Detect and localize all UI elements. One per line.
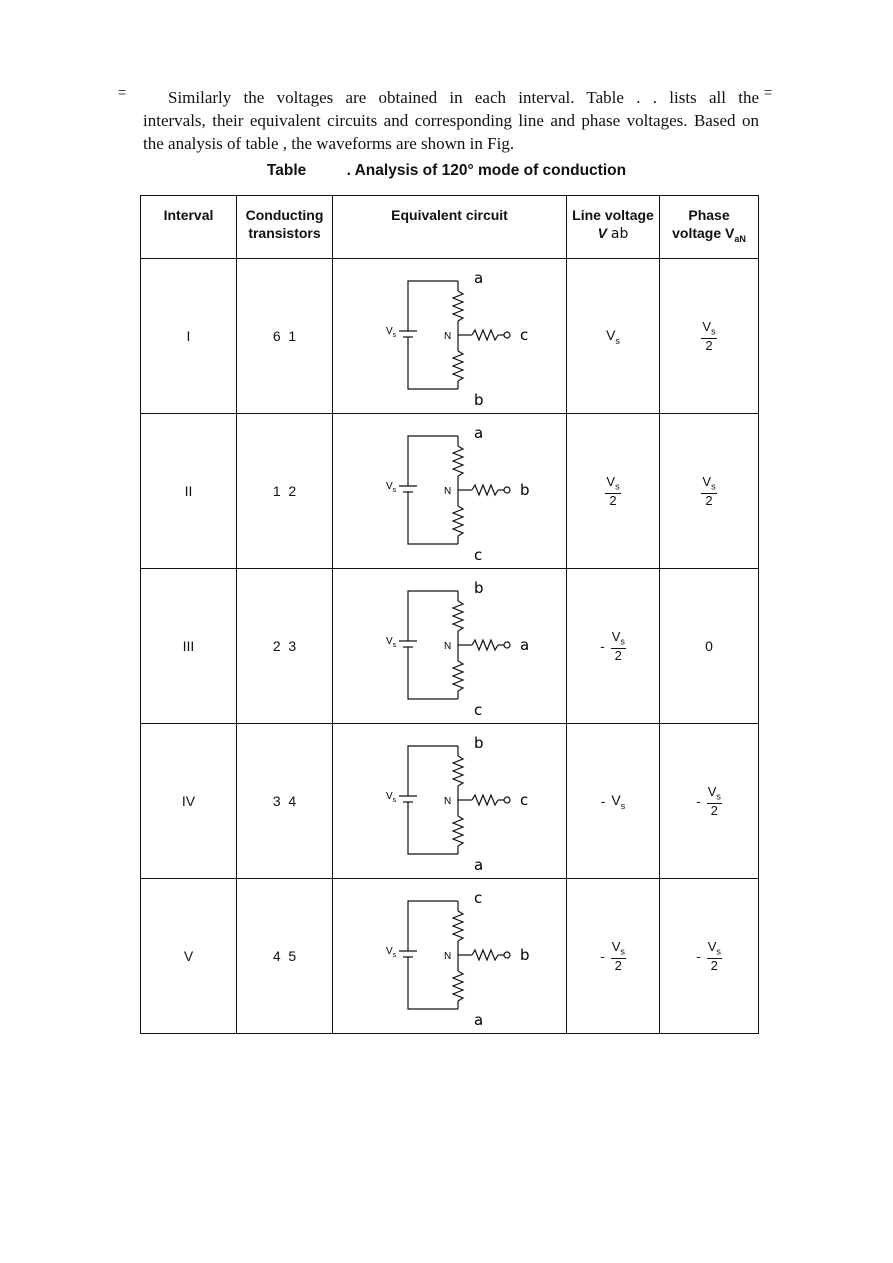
- equivalent-circuit-diagram: [350, 261, 550, 411]
- resistor-bottom: [453, 351, 463, 381]
- line-voltage-cell: [567, 414, 660, 569]
- conducting-cell: [237, 569, 333, 724]
- neutral-label: N: [443, 641, 451, 652]
- interval-cell: [141, 724, 237, 879]
- interval-label: II: [184, 483, 193, 499]
- line-voltage-fraction: [605, 475, 620, 508]
- terminal-right-label: c: [519, 791, 528, 809]
- neutral-label: N: [443, 796, 451, 807]
- terminal-right: [504, 332, 510, 338]
- terminal-top-label: b: [473, 579, 484, 597]
- header-phase-voltage: [660, 196, 759, 259]
- circuit-wire-top: [408, 436, 458, 478]
- phase-voltage-fraction: [707, 785, 722, 818]
- interval-cell: [141, 569, 237, 724]
- paragraph-line-1: Similarly the voltages are obtained in each interval. Table . . lists all the: [168, 88, 759, 107]
- terminal-right-label: a: [519, 636, 529, 654]
- phase-voltage-denominator: 2: [710, 803, 718, 819]
- phase-voltage-sign: -: [696, 948, 705, 964]
- line-voltage-sign: -: [600, 638, 609, 654]
- source-label: $V_s$: [385, 791, 396, 804]
- conducting-transistors: 1 2: [272, 483, 297, 499]
- circuit-wire-top: [408, 746, 458, 788]
- line-voltage-text: $V_s$: [611, 791, 626, 811]
- line-voltage-sign: -: [600, 948, 609, 964]
- terminal-right: [504, 642, 510, 648]
- table-row: [141, 414, 759, 569]
- caption-table-label: Table: [266, 162, 307, 179]
- conducting-cell: [237, 414, 333, 569]
- phase-voltage-cell: [660, 414, 759, 569]
- circuit-wire-top: [408, 281, 458, 323]
- resistor-top: [453, 911, 463, 941]
- phase-voltage-value: [701, 473, 716, 509]
- terminal-right: [504, 797, 510, 803]
- terminal-bottom-label: a: [473, 856, 483, 874]
- line-voltage-value: [600, 938, 626, 974]
- neutral-label: N: [443, 331, 451, 342]
- resistor-right: [472, 640, 498, 650]
- phase-voltage-value: [705, 638, 713, 654]
- phase-voltage-fraction: [701, 320, 716, 353]
- phase-voltage-cell: [660, 569, 759, 724]
- circuit-cell: [333, 724, 567, 879]
- phase-voltage-denominator: 2: [710, 958, 718, 974]
- header-circuit: Equivalent circuit: [333, 196, 567, 259]
- terminal-top-label: a: [473, 424, 483, 442]
- resistor-bottom: [453, 971, 463, 1001]
- resistor-bottom: [453, 506, 463, 536]
- phase-voltage-text: 0: [705, 638, 713, 654]
- circuit-cell: [333, 569, 567, 724]
- neutral-label: N: [443, 486, 451, 497]
- resistor-top: [453, 601, 463, 631]
- intro-paragraph: [143, 86, 759, 155]
- terminal-right-label: c: [519, 326, 528, 344]
- phase-voltage-denominator: 2: [705, 338, 713, 354]
- conducting-cell: [237, 724, 333, 879]
- table-caption: [0, 162, 893, 180]
- interval-label: V: [183, 948, 194, 964]
- line-voltage-denominator: 2: [614, 958, 622, 974]
- source-label: $V_s$: [385, 326, 396, 339]
- interval-label: IV: [181, 793, 196, 809]
- phase-voltage-fraction: [707, 940, 722, 973]
- phase-voltage-numerator: $V_s$: [707, 940, 722, 960]
- circuit-wire-bottom: [408, 814, 458, 854]
- line-voltage-cell: [567, 879, 660, 1034]
- interval-cell: [141, 414, 237, 569]
- equivalent-circuit-diagram: [350, 881, 550, 1031]
- table-row: [141, 569, 759, 724]
- line-voltage-fraction: [611, 630, 626, 663]
- line-voltage-numerator: $V_s$: [611, 940, 626, 960]
- resistor-top: [453, 756, 463, 786]
- line-voltage-cell: [567, 259, 660, 414]
- circuit-wire-bottom: [408, 349, 458, 389]
- circuit-cell: [333, 414, 567, 569]
- resistor-right: [472, 950, 498, 960]
- terminal-bottom-label: b: [473, 391, 484, 409]
- table-row: [141, 259, 759, 414]
- caption-title: . Analysis of 120° mode of conduction: [346, 162, 627, 179]
- terminal-right: [504, 487, 510, 493]
- circuit-wire-top: [408, 901, 458, 943]
- interval-label: III: [182, 638, 195, 654]
- line-voltage-denominator: 2: [609, 493, 617, 509]
- source-label: $V_s$: [385, 946, 396, 959]
- resistor-bottom: [453, 661, 463, 691]
- terminal-bottom-label: a: [473, 1011, 483, 1029]
- paragraph-line-3: the analysis of table , the waveforms are shown in Fig.: [143, 134, 515, 153]
- circuit-cell: [333, 879, 567, 1034]
- resistor-top: [453, 446, 463, 476]
- source-label: $V_s$: [385, 636, 396, 649]
- line-voltage-denominator: 2: [614, 648, 622, 664]
- terminal-right: [504, 952, 510, 958]
- line-voltage-numerator: $V_s$: [605, 475, 620, 495]
- terminal-bottom-label: c: [473, 546, 482, 564]
- phase-voltage-numerator: $V_s$: [701, 475, 716, 495]
- header-line-voltage-symbol: V ab: [597, 225, 629, 242]
- line-voltage-text: $V_s$: [606, 326, 620, 346]
- circuit-wire-bottom: [408, 659, 458, 699]
- equivalent-circuit-diagram: [350, 571, 550, 721]
- line-voltage-fraction: [611, 940, 626, 973]
- neutral-label: N: [443, 951, 451, 962]
- conducting-cell: [237, 879, 333, 1034]
- terminal-top-label: c: [473, 889, 482, 907]
- conducting-transistors: 3 4: [272, 793, 297, 809]
- phase-voltage-numerator: $V_s$: [707, 785, 722, 805]
- resistor-top: [453, 291, 463, 321]
- interval-cell: [141, 259, 237, 414]
- phase-voltage-cell: [660, 879, 759, 1034]
- header-phase-voltage-label-2: voltage $V_{aN}$: [672, 225, 746, 244]
- conducting-transistors: 6 1: [272, 328, 297, 344]
- line-voltage-cell: [567, 569, 660, 724]
- margin-mark-left: =: [118, 84, 127, 100]
- terminal-top-label: a: [473, 269, 483, 287]
- table-row: [141, 724, 759, 879]
- analysis-table: [140, 195, 759, 1034]
- terminal-right-label: b: [519, 481, 530, 499]
- line-voltage-value: [606, 326, 620, 346]
- header-interval: Interval: [141, 196, 237, 259]
- circuit-cell: [333, 259, 567, 414]
- conducting-transistors: 2 3: [272, 638, 297, 654]
- resistor-right: [472, 485, 498, 495]
- source-label: $V_s$: [385, 481, 396, 494]
- table-header-row: [141, 196, 759, 259]
- phase-voltage-cell: [660, 724, 759, 879]
- header-phase-voltage-label: Phase: [688, 207, 730, 223]
- phase-voltage-cell: [660, 259, 759, 414]
- phase-voltage-value: [696, 783, 722, 819]
- circuit-wire-top: [408, 591, 458, 633]
- conducting-cell: [237, 259, 333, 414]
- paragraph-line-2: intervals, their equivalent circuits and corresponding line and phase voltages. Based on: [143, 111, 759, 130]
- line-voltage-cell: [567, 724, 660, 879]
- terminal-right-label: b: [519, 946, 530, 964]
- resistor-bottom: [453, 816, 463, 846]
- line-voltage-value: [600, 791, 626, 811]
- header-conducting: Conducting transistors: [237, 196, 333, 259]
- interval-cell: [141, 879, 237, 1034]
- terminal-top-label: b: [473, 734, 484, 752]
- interval-label: I: [186, 328, 191, 344]
- phase-voltage-denominator: 2: [705, 493, 713, 509]
- conducting-transistors: 4 5: [272, 948, 297, 964]
- phase-voltage-fraction: [701, 475, 716, 508]
- header-line-voltage: [567, 196, 660, 259]
- line-voltage-value: [605, 473, 620, 509]
- line-voltage-sign: -: [600, 792, 610, 809]
- phase-voltage-numerator: $V_s$: [701, 320, 716, 340]
- circuit-wire-bottom: [408, 504, 458, 544]
- margin-mark-right: =: [764, 84, 773, 100]
- header-line-voltage-label: Line voltage: [572, 207, 654, 223]
- equivalent-circuit-diagram: [350, 416, 550, 566]
- phase-voltage-value: [696, 938, 722, 974]
- equivalent-circuit-diagram: [350, 726, 550, 876]
- resistor-right: [472, 330, 498, 340]
- terminal-bottom-label: c: [473, 701, 482, 719]
- circuit-wire-bottom: [408, 969, 458, 1009]
- line-voltage-numerator: $V_s$: [611, 630, 626, 650]
- phase-voltage-value: [701, 318, 716, 354]
- resistor-right: [472, 795, 498, 805]
- table-row: [141, 879, 759, 1034]
- phase-voltage-sign: -: [696, 793, 705, 809]
- line-voltage-value: [600, 628, 626, 664]
